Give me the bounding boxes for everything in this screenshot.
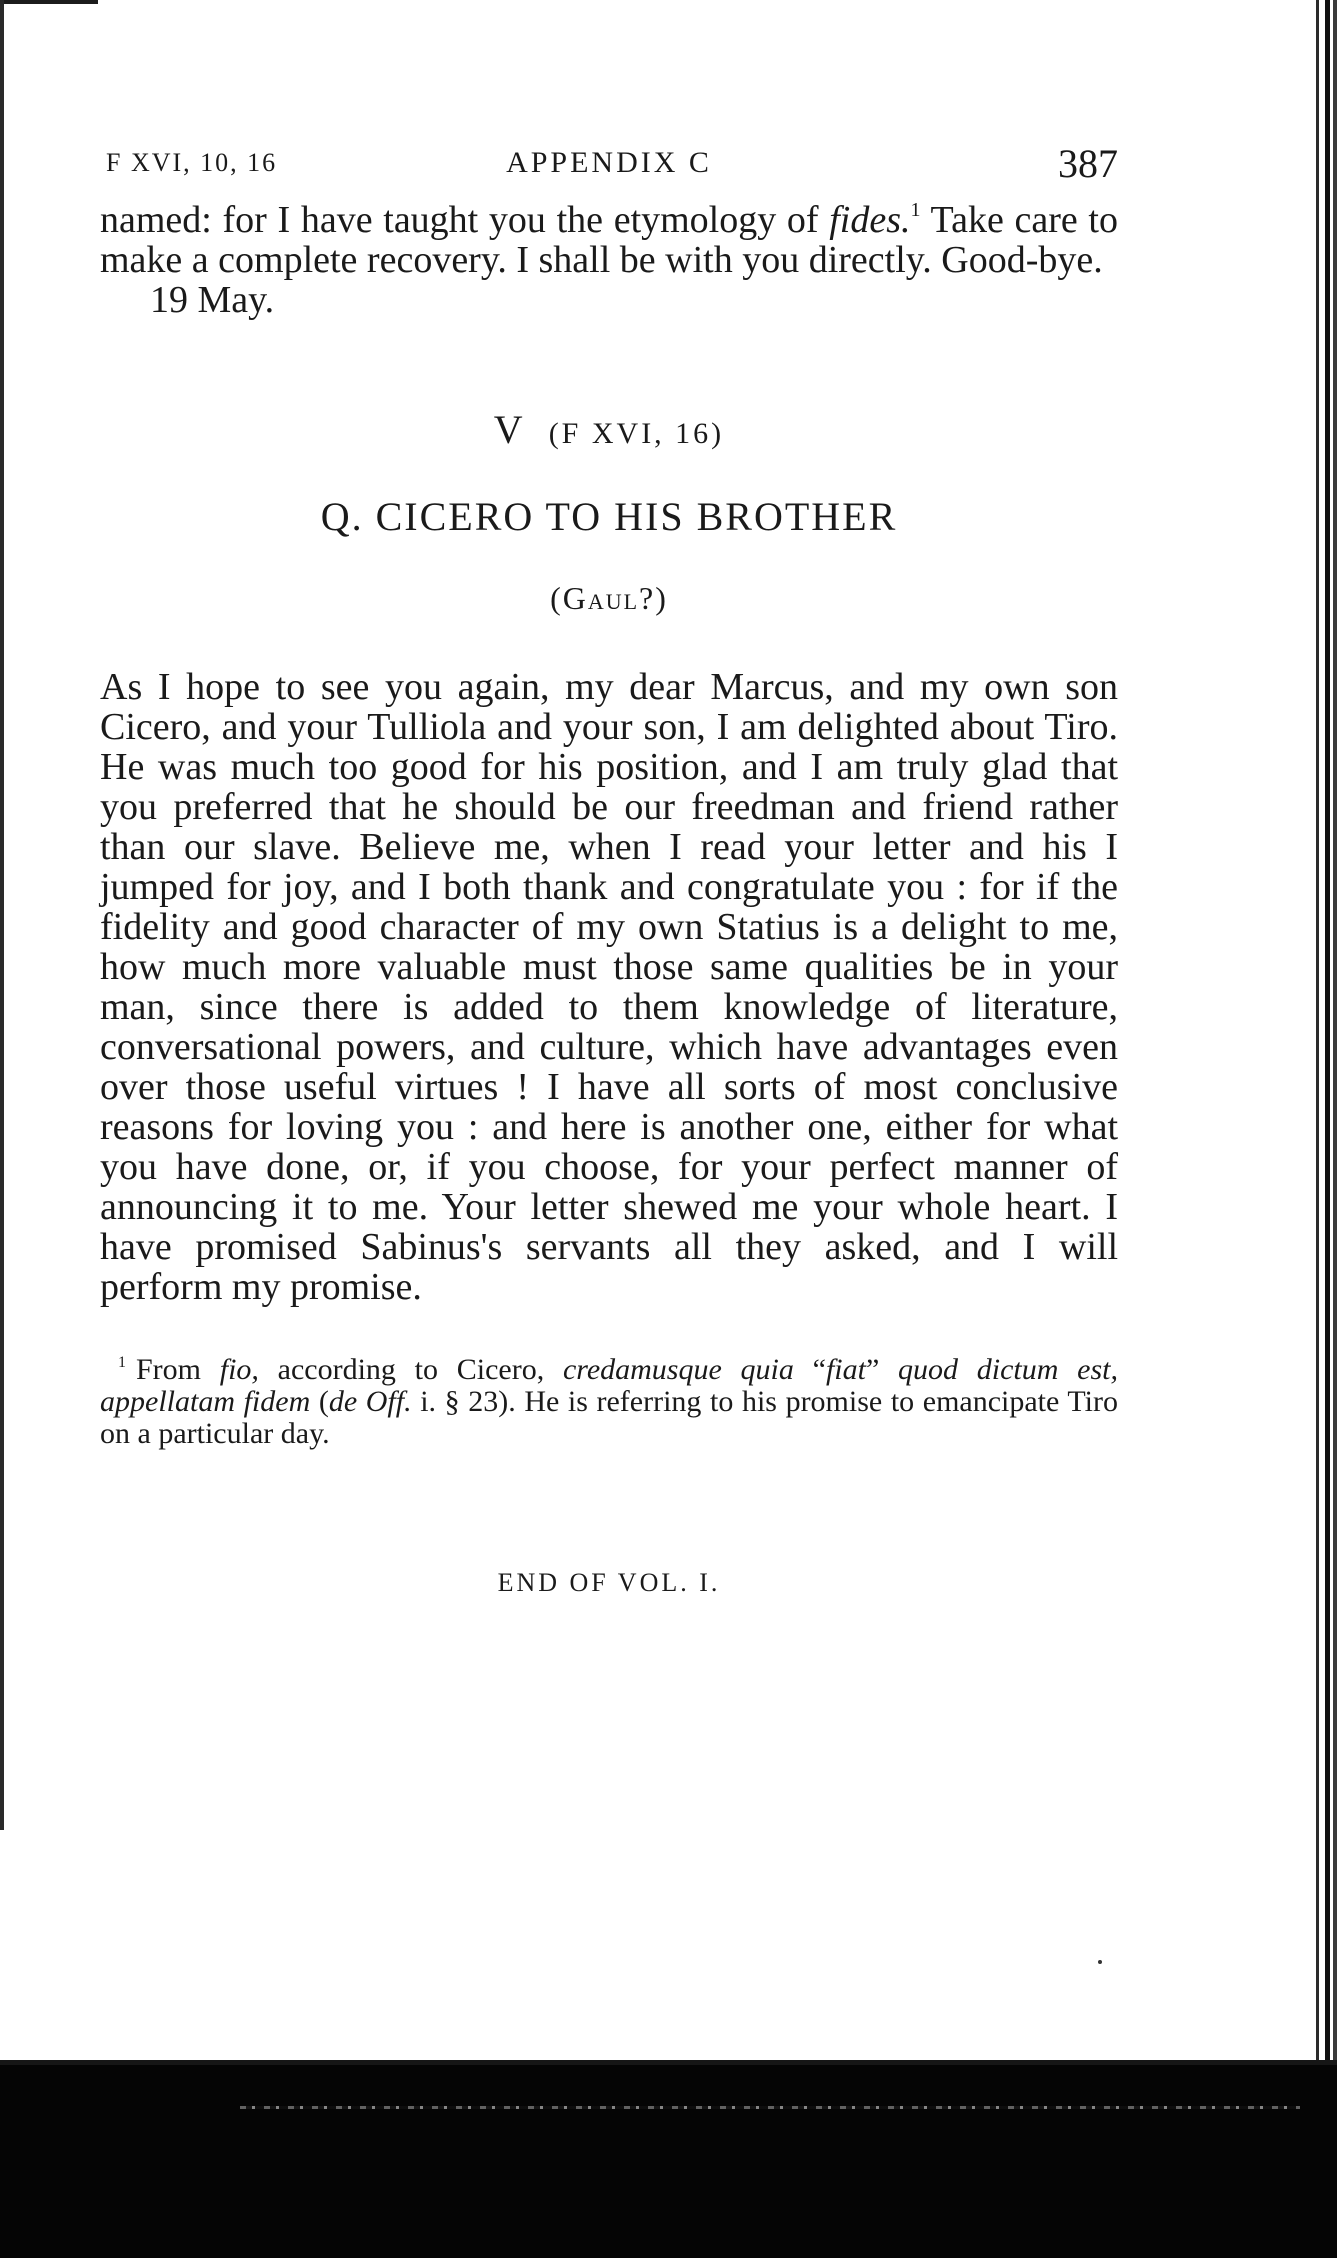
footnote-reference: 1 — [910, 199, 921, 221]
scan-edge-right — [1333, 0, 1337, 2080]
footnote-italic: fiat — [825, 1353, 866, 1386]
footnote-text: “ — [793, 1353, 826, 1386]
book-page — [100, 140, 1118, 1598]
italic-word: fides. — [829, 199, 911, 241]
scan-edge-right — [1325, 0, 1330, 2075]
scan-speck — [1098, 1960, 1102, 1964]
letter-place: (Gaul?) — [550, 580, 668, 616]
footnote-italic: credamusque quia — [562, 1353, 794, 1386]
scan-streak — [240, 2106, 1300, 2109]
footnote-italic: de Off. — [328, 1385, 412, 1418]
end-of-volume-note: END OF VOL. I. — [497, 1568, 721, 1597]
scan-edge-top — [0, 0, 98, 4]
footnote — [100, 1347, 1118, 1450]
scan-edge-left — [0, 0, 4, 1830]
letter-title: Q. CICERO TO HIS BROTHER — [320, 494, 898, 539]
letter-date: 19 May. — [150, 279, 275, 321]
footnote-italic: quod dictum est, appellatam fidem — [100, 1353, 1118, 1418]
footnote-mark: 1 — [118, 1354, 126, 1371]
letter-number-heading — [100, 406, 1118, 453]
footnote-text: i. § 23). He is referring to his promise to emancipate Tiro on a particular day. — [100, 1385, 1118, 1450]
continuation-text: Take care to make a complete recovery. I shall be with you directly. Good-bye. — [100, 199, 1118, 281]
footnote-text: ( — [310, 1385, 329, 1418]
page-number: 387 — [1058, 141, 1118, 186]
footnote-text: according to Cicero, — [258, 1353, 563, 1386]
continuation-paragraph — [100, 200, 1118, 320]
letter-numeral: V — [493, 407, 525, 452]
running-head-reference: F XVI, 10, 16 — [106, 148, 278, 177]
scan-edge-right — [1316, 0, 1319, 2070]
footnote-italic: fio, — [219, 1353, 259, 1386]
continuation-text: named: for I have taught you the etymology of — [100, 199, 830, 241]
running-head — [100, 140, 1118, 200]
letter-reference: (F XVI, 16) — [548, 417, 725, 450]
running-head-title: APPENDIX C — [506, 146, 712, 179]
footnote-text: From — [136, 1353, 220, 1386]
footnote-text: ” — [865, 1353, 899, 1386]
letter-body: As I hope to see you again, my dear Marcus, and my own son Cicero, and your Tulliola and your son, I am delighted about Tiro. He was much too good for his position, and I am truly glad that you preferred that he should be our freedman and friend rather than our slave. Believe me, when I read your letter and his I jumped for joy, and I both thank and congratulate you : for if the fidelity and good character of my own Statius is a delight to me, how much more valuable must those same qualities be in your man, since there is added to them knowledge of literature, conversational powers, and culture, which have advantages even over those useful virtues ! I have all sorts of most conclusive reasons for loving you : and here is another one, either for what you have done, or, if you choose, for your perfect manner of announcing it to me. Your letter shewed me your whole heart. I have promised Sabinus's servants all they asked, and I will perform my promise. — [100, 666, 1118, 1308]
scan-shadow — [0, 2065, 1337, 2258]
